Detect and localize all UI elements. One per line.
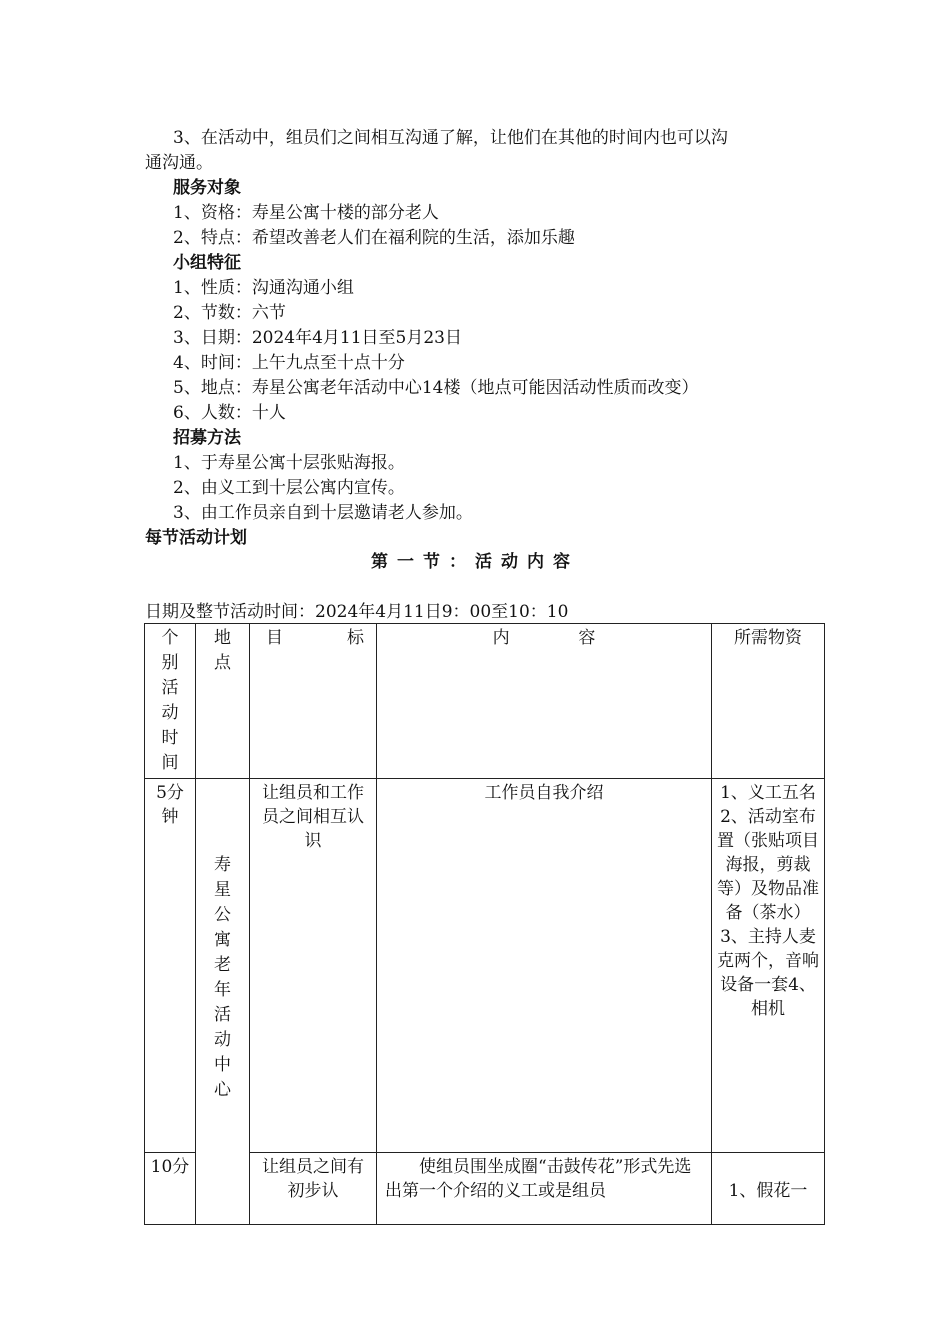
recruit-item: 1、于寿星公寓十层张贴海报。 (173, 453, 405, 473)
table-row (145, 779, 825, 1153)
place-value: 寿星公寓老年活动中心 (214, 855, 231, 1100)
header-goal-b: 标 (347, 628, 364, 648)
activity-table (144, 623, 825, 1225)
content-cell (377, 779, 712, 1153)
header-place-cell (196, 624, 250, 779)
features-heading: 小组特征 (173, 253, 241, 273)
feature-item: 1、性质：沟通沟通小组 (173, 278, 354, 298)
feature-item: 5、地点：寿星公寓老年活动中心14楼（地点可能因活动性质而改变） (173, 378, 699, 398)
place-cell (196, 779, 250, 1225)
recruit-item: 2、由义工到十层公寓内宣传。 (173, 478, 405, 498)
header-place: 地点 (214, 628, 231, 673)
service-heading: 服务对象 (173, 178, 241, 198)
header-time-cell (145, 624, 196, 779)
session-title: 第一节：活动内容 (371, 552, 579, 572)
materials-cell (712, 1153, 825, 1225)
feature-item: 2、节数：六节 (173, 303, 286, 323)
row-time: 10分 (150, 1157, 190, 1177)
row-materials: 1、假花一 (728, 1181, 808, 1201)
service-item: 1、资格：寿星公寓十楼的部分老人 (173, 203, 439, 223)
time-cell (145, 779, 196, 1153)
header-materials: 所需物资 (734, 628, 802, 648)
header-content-cell (377, 624, 712, 779)
header-content-b: 容 (578, 628, 596, 648)
recruit-heading: 招募方法 (173, 428, 241, 448)
intro-line-1: 3、在活动中，组员们之间相互沟通了解，让他们在其他的时间内也可以沟 (173, 128, 728, 148)
row-content: 工作员自我介绍 (484, 783, 604, 803)
intro-line-2: 通沟通。 (145, 153, 213, 173)
recruit-item: 3、由工作员亲自到十层邀请老人参加。 (173, 503, 473, 523)
content-cell (377, 1153, 712, 1225)
row-goal: 让组员和工作员之间相互认识 (262, 783, 364, 851)
date-line: 日期及整节活动时间：2024年4月11日9：00至10：10 (145, 602, 569, 622)
row-materials: 1、义工五名2、活动室布置（张贴项目海报，剪裁等）及物品准备（茶水）3、主持人麦克两个，音响设备一套4、相机 (717, 783, 819, 1019)
goal-cell (250, 779, 377, 1153)
table-header-row (145, 624, 825, 779)
service-item: 2、特点：希望改善老人们在福利院的生活，添加乐趣 (173, 228, 575, 248)
plan-heading: 每节活动计划 (145, 528, 247, 548)
goal-cell (250, 1153, 377, 1225)
header-materials-cell (712, 624, 825, 779)
feature-item: 4、时间：上午九点至十点十分 (173, 353, 405, 373)
feature-item: 3、日期：2024年4月11日至5月23日 (173, 328, 462, 348)
header-goal-cell (250, 624, 377, 779)
header-time: 个别活动时间 (161, 628, 179, 773)
header-content-a: 内 (492, 628, 510, 648)
materials-cell (712, 779, 825, 1153)
row-goal: 让组员之间有初步认 (262, 1157, 364, 1201)
header-goal-a: 目 (266, 628, 283, 648)
row-content: 使组员围坐成圈“击鼓传花”形式先选出第一个介绍的义工或是组员 (385, 1157, 692, 1201)
feature-item: 6、人数：十人 (173, 403, 286, 423)
row-time: 5分钟 (156, 783, 184, 827)
time-cell (145, 1153, 196, 1225)
